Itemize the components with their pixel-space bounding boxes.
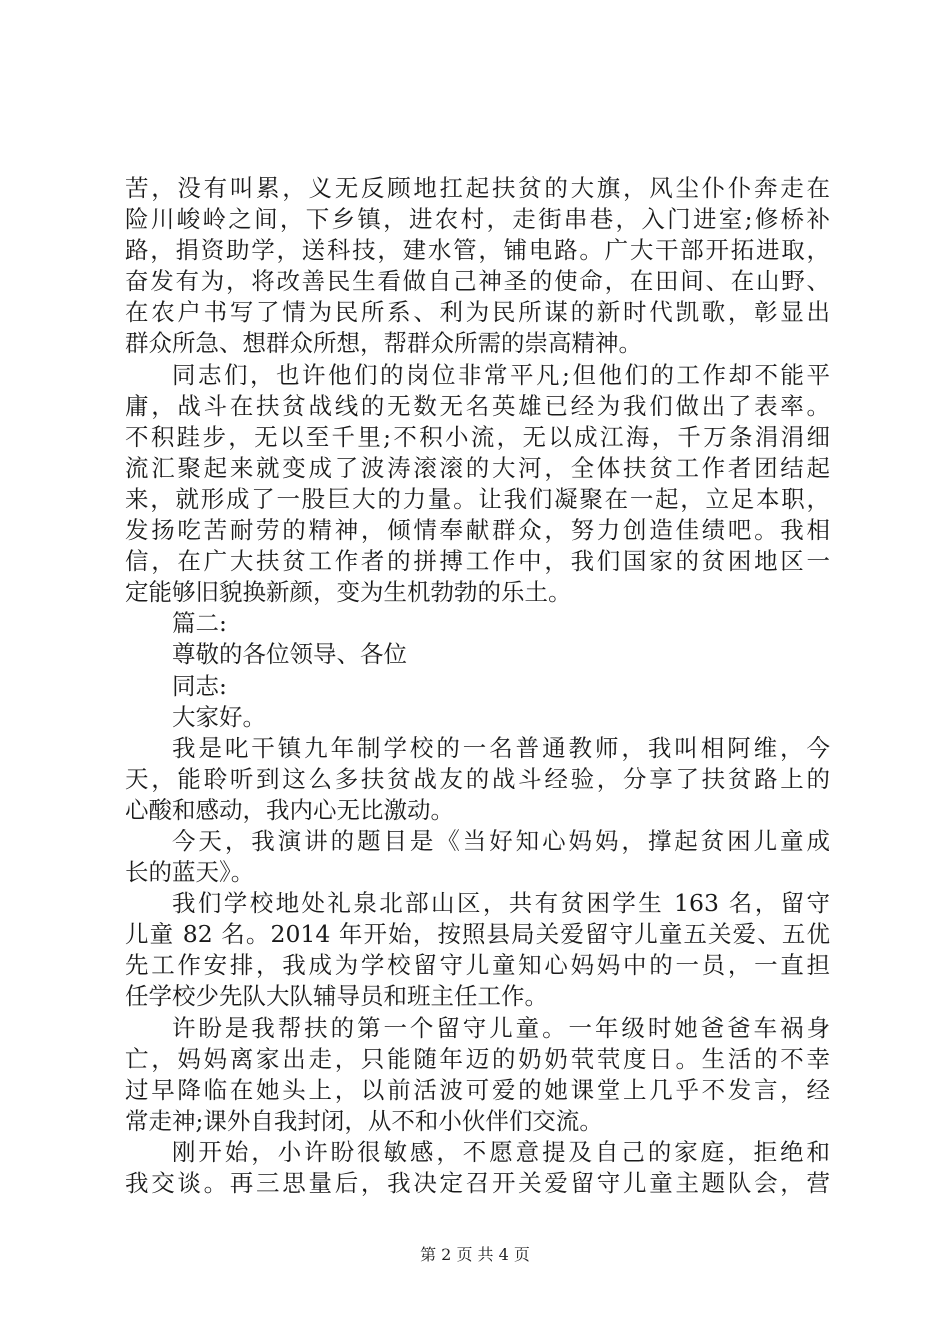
text-line: 发扬吃苦耐劳的精神，倾情奉献群众，努力创造佳绩吧。我相 [125,516,830,545]
text-line: 险川峻岭之间，下乡镇，进农村，走街串巷，入门进室;修桥补 [125,205,830,234]
text-line: 任学校少先队大队辅导员和班主任工作。 [125,982,548,1011]
text-line: 定能够旧貌换新颜，变为生机勃勃的乐土。 [125,578,572,607]
text-line: 过早降临在她头上，以前活波可爱的她课堂上几乎不发言，经 [125,1075,830,1104]
text-line: 同志: [172,671,227,700]
text-line: 天，能聆听到这么多扶贫战友的战斗经验，分享了扶贫路上的 [125,764,830,793]
text-line: 我们学校地处礼泉北部山区，共有贫困学生 163 名，留守 [172,889,830,918]
text-line: 许盼是我帮扶的第一个留守儿童。一年级时她爸爸车祸身 [172,1013,830,1042]
document-body [125,173,830,1199]
text-line: 信，在广大扶贫工作者的拼搏工作中，我们国家的贫困地区一 [125,547,830,576]
text-line: 庸，战斗在扶贫战线的无数无名英雄已经为我们做出了表率。 [125,391,830,420]
text-line: 同志们，也许他们的岗位非常平凡;但他们的工作却不能平 [172,360,830,389]
text-line: 尊敬的各位领导、各位 [172,640,407,669]
text-line: 大家好。 [172,702,266,731]
text-line: 路，捐资助学，送科技，建水管，铺电路。广大干部开拓进取， [125,236,830,265]
text-line: 奋发有为，将改善民生看做自己神圣的使命，在田间、在山野、 [125,267,830,296]
text-line: 群众所急、想群众所想，帮群众所需的崇高精神。 [125,329,642,358]
text-line: 我是叱干镇九年制学校的一名普通教师，我叫相阿维，今 [172,733,830,762]
text-line: 儿童 82 名。2014 年开始，按照县局关爱留守儿童五关爱、五优 [125,920,830,949]
text-line: 常走神;课外自我封闭，从不和小伙伴们交流。 [125,1106,603,1135]
text-line: 在农户书写了情为民所系、利为民所谋的新时代凯歌，彰显出 [125,298,830,327]
text-line: 流汇聚起来就变成了波涛滚滚的大河，全体扶贫工作者团结起 [125,453,830,482]
text-line: 篇二: [172,609,227,638]
text-line: 我交谈。再三思量后，我决定召开关爱留守儿童主题队会，营 [125,1169,830,1197]
text-line: 今天，我演讲的题目是《当好知心妈妈，撑起贫困儿童成 [172,826,830,855]
text-line: 刚开始，小许盼很敏感，不愿意提及自己的家庭，拒绝和 [172,1137,830,1166]
text-line: 亡，妈妈离家出走，只能随年迈的奶奶茕茕度日。生活的不幸 [125,1044,830,1073]
text-line: 长的蓝天》。 [125,858,255,887]
text-line: 不积跬步，无以至千里;不积小流，无以成江海，千万条涓涓细 [125,422,830,451]
text-line: 先工作安排，我成为学校留守儿童知心妈妈中的一员，一直担 [125,951,830,980]
page-footer: 第 2 页 共 4 页 [420,1245,530,1264]
text-line: 苦，没有叫累，义无反顾地扛起扶贫的大旗，风尘仆仆奔走在 [125,174,830,202]
text-line: 心酸和感动，我内心无比激动。 [125,795,454,824]
text-line: 来，就形成了一股巨大的力量。让我们凝聚在一起，立足本职， [125,484,830,513]
